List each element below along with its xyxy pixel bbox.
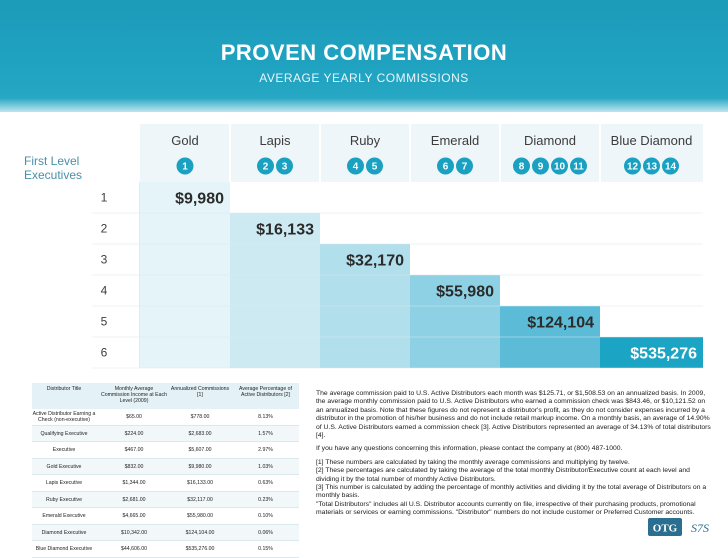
logo-text-otg: OTG [652, 522, 678, 535]
company-logo [648, 516, 716, 538]
tier-name-blue-diamond: Blue Diamond [610, 133, 693, 148]
table-cell: 2.97% [258, 447, 273, 454]
table-cell: 8.13% [258, 414, 273, 421]
table-cell: 0.23% [258, 496, 273, 503]
level-number-4: 4 [100, 283, 108, 298]
badge-number-2: 2 [262, 161, 269, 173]
footnote-3: [3] This number is calculated by adding the percentage of monthly activities and dividing it by the total average of Distributors on a monthly basis. [316, 484, 707, 500]
badge-number-13: 13 [645, 161, 658, 173]
table-cell: Executive [52, 447, 76, 454]
level-number-2: 2 [100, 221, 108, 236]
table-cell: $778.00 [190, 414, 210, 421]
table-cell: $224.00 [124, 430, 144, 437]
table-cell: $2,683.00 [188, 430, 212, 437]
table-cell: 0.63% [258, 480, 273, 487]
badge-number-12: 12 [626, 161, 639, 173]
table-cell: $535,276.00 [185, 546, 215, 553]
value-label-blue-diamond: $535,276 [630, 345, 697, 363]
table-cell: $44,606.00 [121, 546, 147, 553]
table-cell: 0.10% [258, 513, 273, 520]
page-title: PROVEN COMPENSATION [220, 40, 508, 65]
footnote-4: "Total Distributors" includes all U.S. Distributor accounts currently on file, irrespective of their purchasing products, promotional materials or services or earning commissions. "Distributor" numbers do not include customer or Preferred Customer accounts. [316, 500, 696, 517]
table-cell: 0.15% [258, 546, 273, 553]
tier-name-lapis: Lapis [259, 133, 291, 148]
table-header-cell: Distributor Title [46, 386, 82, 392]
table-header-cell: Monthly Average Commission Income at Each Level (2009) [100, 386, 168, 404]
badge-number-10: 10 [553, 161, 566, 173]
badge-number-9: 9 [537, 161, 544, 173]
level-number-5: 5 [100, 314, 108, 329]
table-cell: $124,104.00 [185, 529, 215, 536]
table-cell: $2,681.00 [122, 496, 146, 503]
table-cell: $55,980.00 [187, 513, 213, 520]
value-label-gold: $9,980 [175, 190, 224, 208]
table-cell: 1.03% [258, 463, 273, 470]
table-cell: $9,980.00 [188, 463, 212, 470]
level-number-1: 1 [100, 190, 108, 205]
table-cell: Lapis Executive [45, 480, 83, 487]
table-cell: $5,607.00 [188, 447, 212, 454]
footnote-1: [1] These numbers are calculated by taking the monthly average commissions and multiplying by twelve. [316, 458, 630, 466]
table-cell: $467.00 [124, 447, 144, 454]
tier-name-gold: Gold [171, 133, 199, 148]
badge-number-1: 1 [182, 161, 188, 173]
table-cell: Gold Executive [46, 463, 82, 470]
badge-number-5: 5 [371, 161, 378, 173]
value-label-ruby: $32,170 [346, 252, 404, 270]
badge-number-7: 7 [461, 161, 468, 173]
first-level-executives-label: First Level Executives [24, 154, 83, 182]
footnote-2: [2] These percentages are calculated by taking the average of the total monthly Distributor/Executive count at each level and dividing it by the total number of monthly Active Distributors. [316, 467, 690, 483]
table-cell: Qualifying Executive [40, 430, 88, 437]
tier-name-emerald: Emerald [430, 133, 480, 148]
badge-number-4: 4 [352, 161, 359, 173]
page-subtitle: AVERAGE YEARLY COMMISSIONS [259, 71, 469, 85]
table-cell: $4,665.00 [122, 513, 146, 520]
description-paragraph-1: The average commission paid to U.S. Active Distributors each month was $125.71, or $1,508.53 on an annualized basis. In 2009, the average monthly commission paid to U.S. Active Distributors who earned a commission check was $843.46, or $10,121.52 on an annualized basis. Note that these figures do not represent a distributor's profit, as they do not consider expenses incurred by a distributor in the promotion of his/her business and do not include retail markup income. On a monthly basis, an average of 14.90% of U.S. Active Distributors earned a commission check [3]. Active Distributors represented an average of 34.13% of total distributors [4]. [316, 390, 711, 440]
description [316, 390, 711, 518]
table-header-cell: Average Percentage of Active Distributors [2] [239, 386, 292, 398]
table-cell: Blue Diamond Executive [35, 546, 93, 553]
table-cell: Active Distributor Earning a Check (non-executive) [32, 411, 96, 424]
value-label-diamond: $124,104 [527, 314, 594, 332]
level-number-3: 3 [100, 252, 108, 267]
badge-number-3: 3 [281, 161, 288, 173]
table-cell: 0.06% [258, 529, 273, 536]
level-number-6: 6 [100, 345, 108, 360]
table-cell: Ruby Executive [45, 496, 83, 503]
table-header-cell: Annualized Commissions [1] [170, 386, 230, 398]
table-cell: $16,133.00 [187, 480, 213, 487]
table-cell: $832.00 [124, 463, 144, 470]
table-cell: $10,342.00 [121, 529, 147, 536]
value-label-emerald: $55,980 [436, 283, 494, 301]
logo-text-s7s: S7S [691, 521, 709, 535]
badge-number-14: 14 [664, 161, 677, 173]
description-paragraph-2: If you have any questions concerning this information, please contact the company at (800) 487-1000. [316, 445, 623, 453]
badge-number-8: 8 [518, 161, 525, 173]
table-cell: Diamond Executive [41, 529, 87, 536]
table-cell: $32,117.00 [187, 496, 213, 503]
tier-name-ruby: Ruby [349, 133, 381, 148]
table-cell: $65.00 [126, 414, 142, 421]
table-cell: 1.57% [258, 430, 273, 437]
badge-number-6: 6 [442, 161, 449, 173]
table-cell: $1,344.00 [122, 480, 146, 487]
tier-name-diamond: Diamond [523, 133, 577, 148]
badge-number-11: 11 [573, 161, 584, 173]
table-cell: Emerald Executive [42, 513, 86, 520]
value-label-lapis: $16,133 [256, 221, 314, 239]
